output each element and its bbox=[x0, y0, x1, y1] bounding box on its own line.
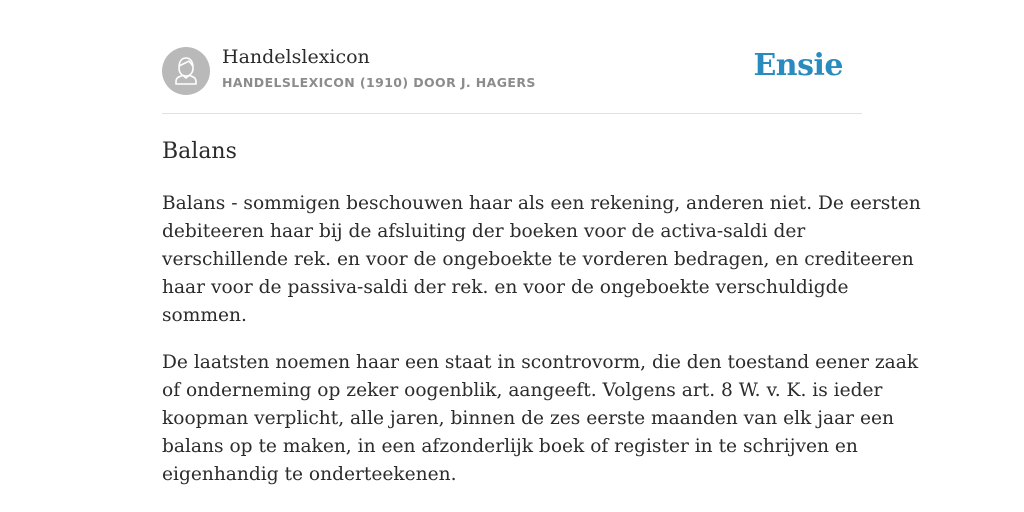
paragraph-line: sommen. bbox=[162, 305, 247, 326]
source-subtitle: HANDELSLEXICON (1910) DOOR J. HAGERS bbox=[222, 75, 536, 90]
source-header bbox=[162, 0, 862, 114]
paragraph-line: De laatsten noemen haar een staat in scontrovorm, die den toestand eener zaak bbox=[162, 352, 919, 373]
source-title[interactable]: Handelslexicon bbox=[222, 46, 370, 68]
paragraph-line: balans op te maken, in een afzonderlijk boek of register in te schrijven en bbox=[162, 436, 858, 457]
entry-paragraph-1 bbox=[162, 190, 921, 330]
paragraph-line: verschillende rek. en voor de ongeboekte te vorderen bedragen, en crediteeren bbox=[162, 249, 914, 270]
entry-title: Balans bbox=[162, 139, 237, 164]
paragraph-line: debiteeren haar bij de afsluiting der boeken voor de activa-saldi der bbox=[162, 221, 806, 242]
paragraph-line: koopman verplicht, alle jaren, binnen de zes eerste maanden van elk jaar een bbox=[162, 408, 894, 429]
paragraph-line: of onderneming op zeker oogenblik, aangeeft. Volgens art. 8 W. v. K. is ieder bbox=[162, 380, 883, 401]
paragraph-line: haar voor de passiva-saldi der rek. en voor de ongeboekte verschuldigde bbox=[162, 277, 849, 298]
paragraph-line: Balans - sommigen beschouwen haar als een rekening, anderen niet. De eersten bbox=[162, 193, 921, 214]
avatar[interactable] bbox=[162, 47, 210, 95]
entry-paragraph-2 bbox=[162, 349, 919, 489]
brand-logo[interactable]: Ensie bbox=[753, 48, 843, 83]
user-silhouette-icon bbox=[162, 47, 210, 95]
page-content bbox=[162, 0, 921, 485]
paragraph-line: eigenhandig te onderteekenen. bbox=[162, 464, 457, 485]
